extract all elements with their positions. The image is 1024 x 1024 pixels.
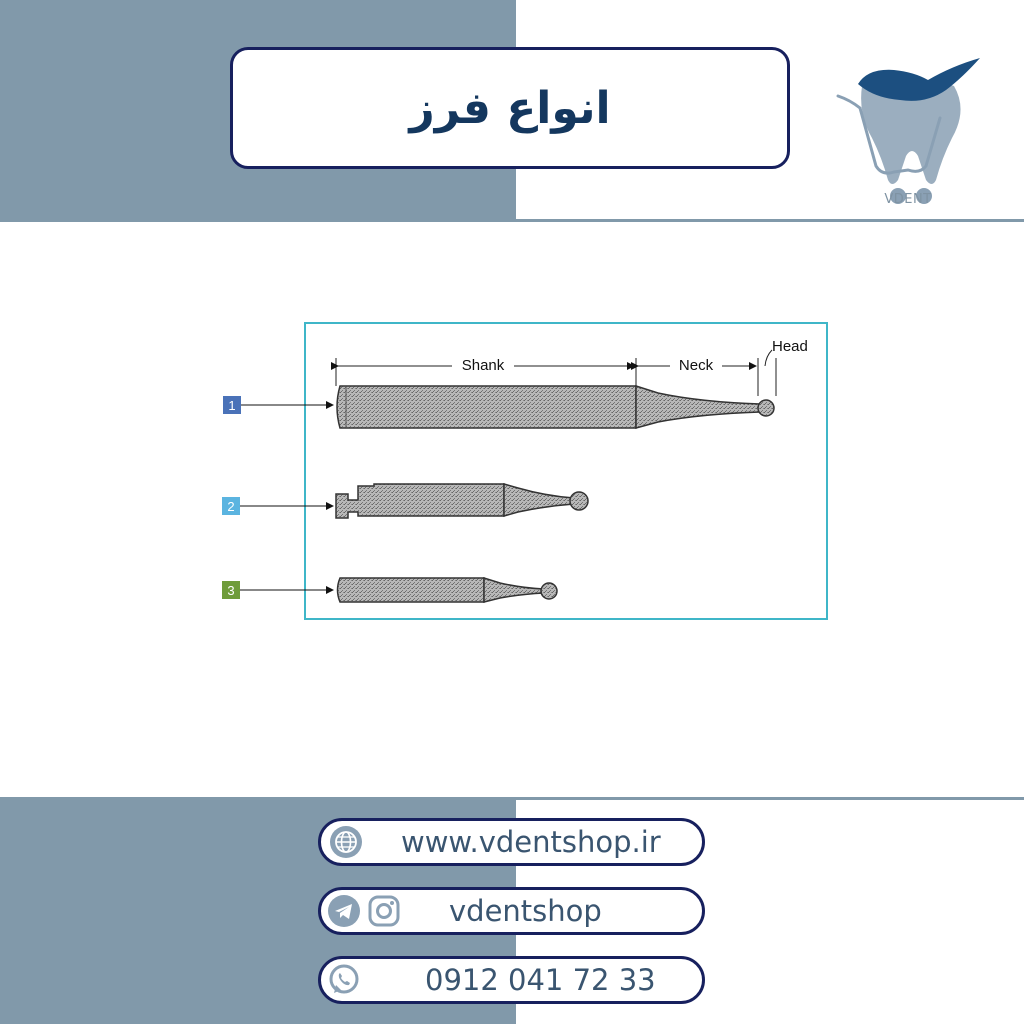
head-label: Head <box>772 338 808 355</box>
globe-icon <box>329 825 363 859</box>
brand-label: VDENT <box>884 192 932 207</box>
website-pill[interactable] <box>318 818 705 866</box>
social-handle[interactable]: vdentshop <box>449 894 602 928</box>
bur-3-number: 3 <box>227 583 235 598</box>
neck-label: Neck <box>678 357 714 374</box>
bur-2-marker <box>222 497 333 515</box>
bur-2 <box>336 484 588 518</box>
shank-label: Shank <box>461 357 505 374</box>
bur-1-marker <box>223 396 333 414</box>
page-title: انواع فرز <box>409 82 611 134</box>
bur-1-number: 1 <box>228 398 236 413</box>
phone-pill[interactable] <box>318 956 705 1004</box>
phone-number[interactable]: 0912 041 72 33 <box>425 963 656 997</box>
bur-3 <box>338 578 558 602</box>
whatsapp-icon <box>327 963 361 997</box>
bur-2-number: 2 <box>227 499 235 514</box>
instagram-icon <box>367 894 401 928</box>
bur-3-marker <box>222 581 333 599</box>
telegram-icon <box>327 894 361 928</box>
bur-1 <box>337 386 774 428</box>
social-pill[interactable] <box>318 887 705 935</box>
website-url[interactable]: www.vdentshop.ir <box>401 825 661 859</box>
